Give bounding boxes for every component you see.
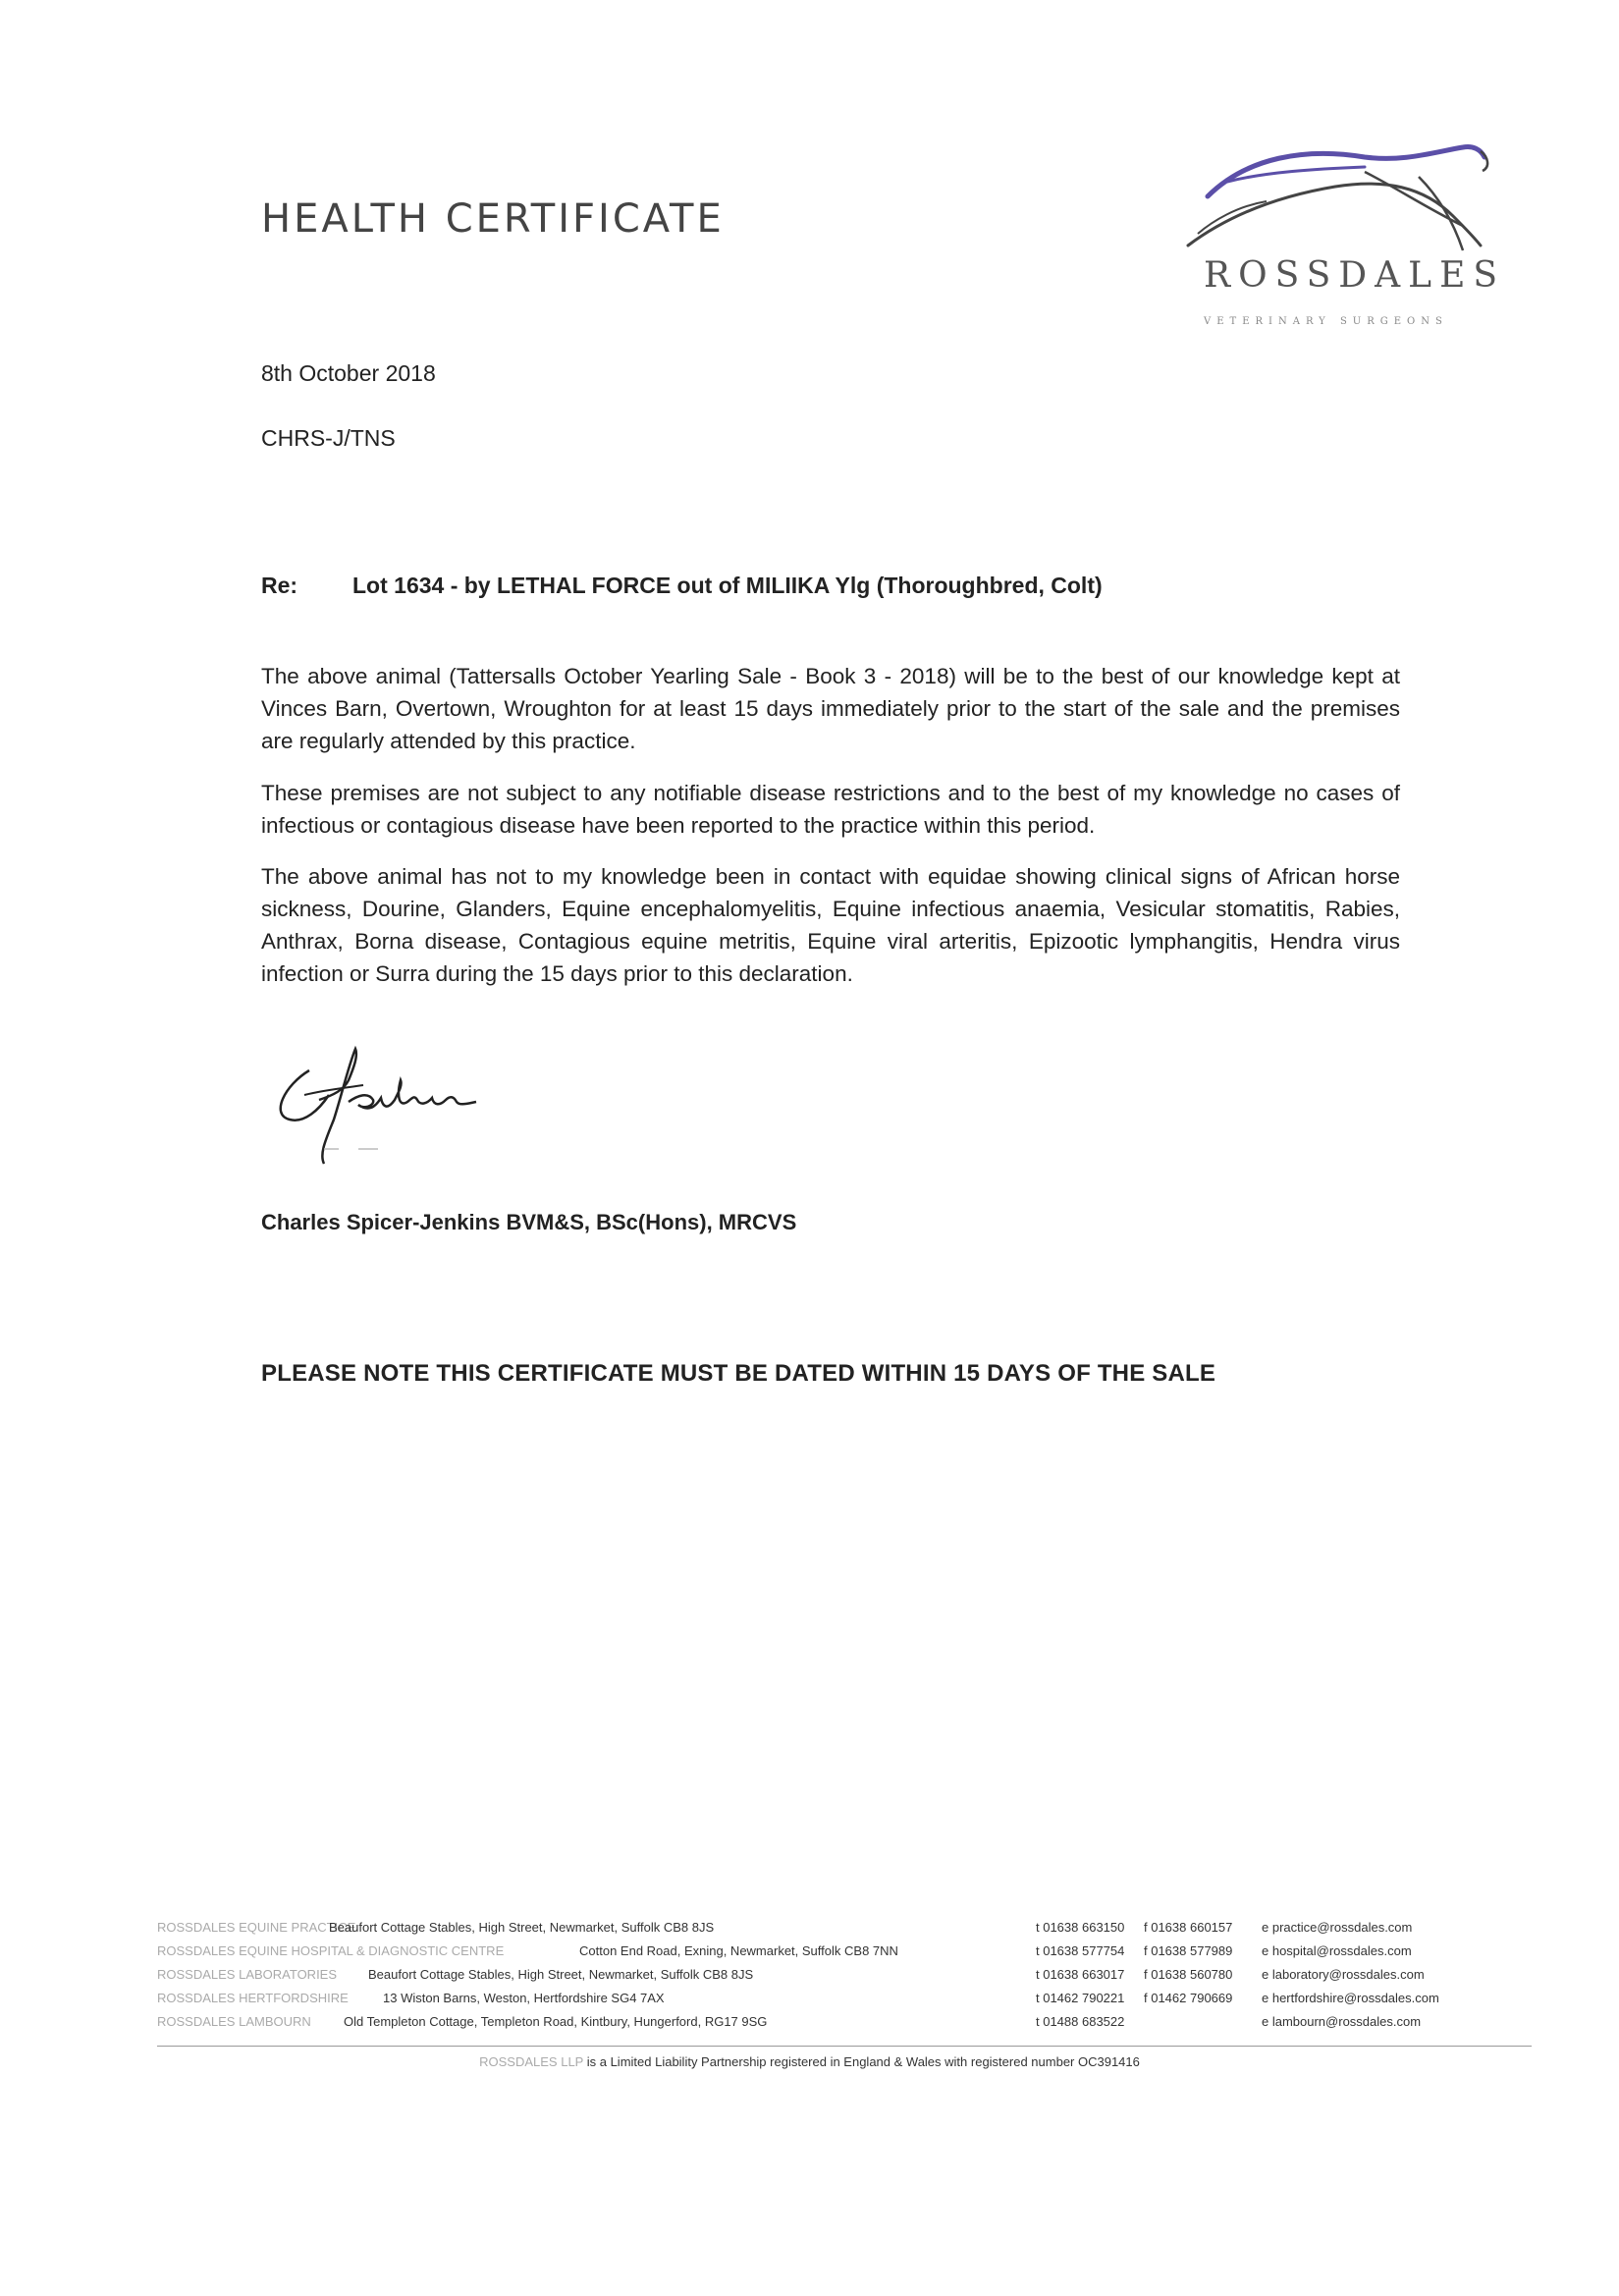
footer-phone: t 01462 790221	[1036, 1991, 1125, 2005]
certificate-date: 8th October 2018	[261, 360, 436, 386]
horse-logo-icon	[1168, 128, 1492, 255]
footer-email: e laboratory@rossdales.com	[1262, 1967, 1425, 1982]
re-subject: Lot 1634 - by LETHAL FORCE out of MILIIKA Ylg (Thoroughbred, Colt)	[352, 573, 1103, 598]
signer-name: Charles Spicer-Jenkins BVM&S, BSc(Hons), MRCVS	[261, 1210, 797, 1234]
footer-phone: t 01638 577754	[1036, 1943, 1125, 1958]
legal-company-name: ROSSDALES LLP	[479, 2054, 584, 2069]
reference-code: CHRS-J/TNS	[261, 425, 396, 451]
footer-divider	[157, 2046, 1532, 2047]
paragraph-1: The above animal (Tattersalls October Yearling Sale - Book 3 - 2018) will be to the best of our knowledge kept at Vinces Barn, Overtown, Wroughton for at least 15 days immediately prior to the start of the sale and the premises are regularly attended by this practice.	[261, 664, 1400, 753]
footer-email: e lambourn@rossdales.com	[1262, 2014, 1422, 2029]
footer-fax: f 01638 577989	[1144, 1943, 1233, 1958]
legal-text: is a Limited Liability Partnership registered in England & Wales with registered number OC391416	[586, 2054, 1140, 2069]
logo-subtitle: VETERINARY SURGEONS	[1204, 316, 1448, 327]
footer-phone: t 01488 683522	[1036, 2014, 1125, 2029]
signature	[265, 1041, 560, 1178]
legal-notice	[0, 2054, 1619, 2069]
certificate-title: HEALTH CERTIFICATE	[261, 196, 725, 242]
paragraph-2: These premises are not subject to any notifiable disease restrictions and to the best of my knowledge no cases of infectious or contagious disease have been reported to the practice within this period.	[261, 781, 1400, 838]
footer-email: e hospital@rossdales.com	[1262, 1943, 1412, 1958]
paragraph-3: The above animal has not to my knowledge been in contact with equidae showing clinical signs of African horse sickness, Dourine, Glanders, Equine encephalomyelitis, Equine infectious anaemia, Vesicular stomatitis, Rabies, Anthrax, Borna disease, Contagious equine metritis, Equine viral arteritis, Epizootic lymphangitis, Hendra virus infection or Surra during the 15 days prior to this declaration.	[261, 864, 1400, 986]
footer-fax: f 01638 560780	[1144, 1967, 1233, 1982]
footer-address: Old Templeton Cottage, Templeton Road, Kintbury, Hungerford, RG17 9SG	[344, 2014, 768, 2029]
footer-fax: f 01638 660157	[1144, 1920, 1233, 1935]
footer-address: Beaufort Cottage Stables, High Street, Newmarket, Suffolk CB8 8JS	[329, 1920, 715, 1935]
logo-brand-name: ROSSDALES	[1204, 255, 1506, 296]
footer-address: Cotton End Road, Exning, Newmarket, Suffolk CB8 7NN	[579, 1943, 898, 1958]
footer-fax: f 01462 790669	[1144, 1991, 1233, 2005]
footer-email: e practice@rossdales.com	[1262, 1920, 1413, 1935]
rossdales-logo	[1168, 128, 1506, 344]
footer-phone: t 01638 663150	[1036, 1920, 1125, 1935]
footer-address: 13 Wiston Barns, Weston, Hertfordshire SG4 7AX	[383, 1991, 665, 2005]
footer-address: Beaufort Cottage Stables, High Street, Newmarket, Suffolk CB8 8JS	[368, 1967, 754, 1982]
footer-email: e hertfordshire@rossdales.com	[1262, 1991, 1439, 2005]
re-label: Re:	[261, 573, 298, 598]
dating-notice: PLEASE NOTE THIS CERTIFICATE MUST BE DATED WITHIN 15 DAYS OF THE SALE	[261, 1360, 1216, 1387]
footer-phone: t 01638 663017	[1036, 1967, 1125, 1982]
